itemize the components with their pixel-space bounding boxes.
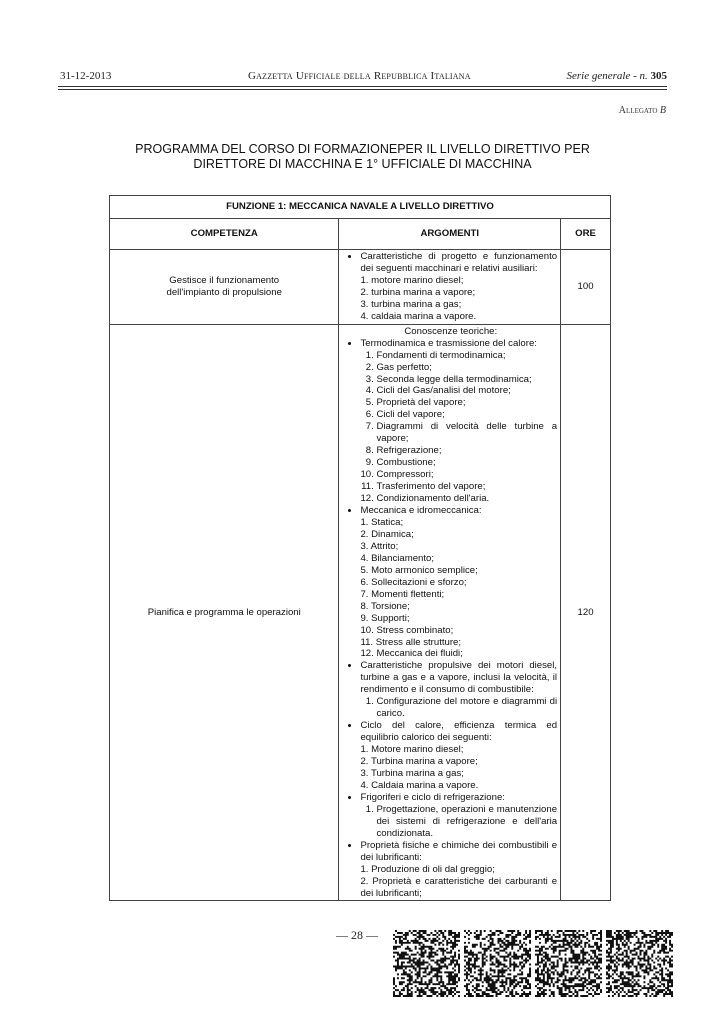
header-ore: ORE	[561, 219, 611, 250]
barcode-3	[535, 930, 602, 997]
table-row	[110, 324, 611, 901]
bullet-item	[360, 251, 557, 323]
title-line-2: DIRETTORE DI MACCHINA E 1° UFFICIALE DI MACCHINA	[193, 157, 532, 171]
list-item: 1. Progettazione, operazioni e manutenzione dei sistemi di refrigerazione e dell'aria condizionata.	[376, 804, 557, 840]
ore-cell: 120	[561, 324, 611, 901]
section-intro: Conoscenze teoriche:	[404, 325, 498, 337]
header-serie-label: Serie generale - n.	[566, 70, 648, 82]
allegato-letter: B	[659, 105, 666, 116]
bullet-item	[360, 660, 557, 720]
list-item: 1. Motore marino diesel;	[360, 744, 464, 756]
bullet-text: Ciclo del calore, efficienza termica ed equilibrio calorico dei seguenti:	[360, 720, 558, 744]
list-item: 3. turbina marina a gas;	[360, 298, 462, 310]
barcode-1	[393, 930, 460, 997]
list-item: 1. Statica;	[360, 516, 404, 528]
header-rule-bottom	[58, 89, 667, 90]
list-item: 7. Momenti flettenti;	[360, 588, 445, 600]
allegato-word: Allegato	[618, 105, 658, 116]
bullet-text: Proprietà fisiche e chimiche dei combustibili e dei lubrificanti:	[360, 839, 558, 863]
list-item: 6. Cicli del vapore;	[376, 409, 557, 421]
document-title	[120, 142, 605, 172]
header-argomenti: ARGOMENTI	[339, 219, 561, 250]
list-item: 12. Meccanica dei fluidi;	[360, 648, 463, 660]
sub-list	[360, 275, 557, 323]
page-number: — 28 —	[336, 928, 378, 942]
header-row	[110, 219, 611, 250]
list-item: 2. Proprietà e caratteristiche dei carburanti e dei lubrificanti;	[360, 875, 558, 899]
header-serie-number: 305	[650, 70, 667, 82]
competenza-line-2: dell'impianto di propulsione	[166, 286, 282, 298]
list-item: 10. Compressori;	[376, 469, 557, 481]
allegato-label	[619, 105, 666, 116]
bullet-item	[360, 505, 557, 660]
barcode-4	[606, 930, 673, 997]
list-item: 10. Stress combinato;	[360, 624, 454, 636]
list-item: 6. Sollecitazioni e sforzo;	[360, 576, 467, 588]
list-item: 8. Refrigerazione;	[376, 445, 557, 457]
list-item: 11. Stress alle strutture;	[360, 636, 462, 648]
header-competenza: COMPETENZA	[110, 219, 339, 250]
competenza-line-1: Gestisce il funzionamento	[169, 274, 280, 286]
list-item: 2. Turbina marina a vapore;	[360, 756, 478, 768]
list-item: 3. Seconda legge della termodinamica;	[376, 374, 557, 386]
bullet-item	[360, 840, 557, 900]
list-item: 4. Cicli del Gas/analisi del motore;	[376, 385, 557, 397]
list-item: 4. Caldaia marina a vapore.	[360, 779, 479, 791]
bullet-text: Caratteristiche propulsive dei motori diesel, turbine a gas e a vapore, inclusi la velocità, il rendimento e il consumo di combustibile:	[360, 660, 558, 696]
list-item: 2. Gas perfetto;	[376, 362, 557, 374]
list-item: 2. turbina marina a vapore;	[360, 286, 476, 298]
list-item: 2. Dinamica;	[360, 528, 414, 540]
function-row	[110, 196, 611, 219]
list-item: 1. Configurazione del motore e diagrammi di carico.	[376, 696, 557, 720]
sub-list	[360, 517, 557, 660]
list-item: 9. Supporti;	[360, 612, 410, 624]
list-item: 4. Bilanciamento;	[360, 552, 435, 564]
header-date: 31-12-2013	[60, 70, 112, 82]
bullet-text: Termodinamica e trasmissione del calore:	[360, 337, 537, 349]
header-rule-top	[58, 86, 667, 87]
list-item: 8. Torsione;	[360, 600, 410, 612]
list-item: 11. Trasferimento del vapore;	[376, 481, 557, 493]
bullet-text: Meccanica e idromeccanica:	[360, 505, 482, 517]
competenza-cell	[110, 250, 339, 325]
numbered-list	[360, 350, 557, 505]
sub-list	[360, 864, 557, 900]
bullet-item	[360, 338, 557, 505]
function-title: FUNZIONE 1: MECCANICA NAVALE A LIVELLO DIRETTIVO	[110, 196, 611, 219]
bullet-item	[360, 792, 557, 840]
header-publication: Gazzetta Ufficiale della Repubblica Italiana	[248, 70, 471, 82]
barcode-2	[464, 930, 531, 997]
list-item: 5. Proprietà del vapore;	[376, 397, 557, 409]
list-item: 4. caldaia marina a vapore.	[360, 310, 477, 322]
ore-cell: 100	[561, 250, 611, 325]
bullet-list	[344, 251, 557, 323]
program-table	[109, 195, 611, 901]
list-item: 3. Attrito;	[360, 540, 399, 552]
list-item: 7. Diagrammi di velocità delle turbine a vapore;	[376, 421, 557, 445]
list-item: 1. Fondamenti di termodinamica;	[376, 350, 557, 362]
sub-list	[360, 744, 557, 792]
argomenti-cell	[339, 250, 561, 325]
bullet-text: Frigoriferi e ciclo di refrigerazione:	[360, 791, 505, 803]
bullet-list	[344, 338, 557, 900]
title-line-1: PROGRAMMA DEL CORSO DI FORMAZIONEPER IL LIVELLO DIRETTIVO PER	[135, 142, 590, 156]
competenza-cell: Pianifica e programma le operazioni	[110, 324, 339, 901]
table-row	[110, 250, 611, 325]
argomenti-cell	[339, 324, 561, 901]
numbered-list	[360, 804, 557, 840]
list-item: 1. Produzione di oli dal greggio;	[360, 863, 495, 875]
bullet-text: Caratteristiche di progetto e funzionamento dei seguenti macchinari e relativi ausiliari:	[360, 251, 558, 274]
list-item: 1. motore marino diesel;	[360, 274, 464, 286]
numbered-list	[360, 696, 557, 720]
header-serie	[567, 70, 668, 82]
list-item: 3. Turbina marina a gas;	[360, 767, 464, 779]
list-item: 12. Condizionamento dell'aria.	[376, 493, 557, 505]
bullet-item	[360, 720, 557, 792]
list-item: 5. Moto armonico semplice;	[360, 564, 478, 576]
list-item: 9. Combustione;	[376, 457, 557, 469]
